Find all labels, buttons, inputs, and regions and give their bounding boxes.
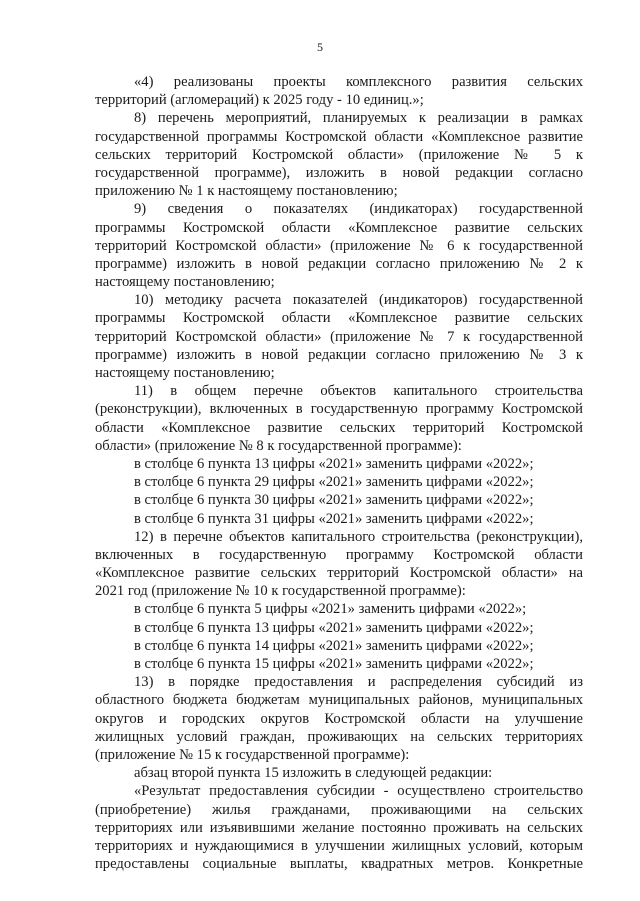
text-line: (приложение № 15 к государственной программе):	[95, 746, 410, 763]
text-line: в столбце 6 пункта 13 цифры «2021» заменить цифрами «2022»;	[134, 619, 534, 636]
page-number: 5	[317, 40, 323, 54]
text-line: в столбце 6 пункта 30 цифры «2021» заменить цифрами «2022»;	[134, 492, 534, 509]
document-body	[95, 73, 583, 873]
text-line: настоящему постановлению;	[95, 274, 275, 291]
text-line: включенных в государственную программу Костромской области	[95, 546, 583, 563]
text-line: территорий (агломераций) к 2025 году - 10 единиц.»;	[95, 92, 424, 109]
text-line: государственной программе), изложить в новой редакции согласно	[95, 164, 583, 181]
text-line: жилищных условий граждан, проживающих на сельских территориях	[95, 728, 583, 745]
text-line: в столбце 6 пункта 14 цифры «2021» заменить цифрами «2022»;	[134, 637, 534, 654]
text-line: приложению № 1 к настоящему постановлению;	[95, 183, 398, 200]
text-line: 2021 год (приложение № 10 к государственной программе):	[95, 583, 466, 600]
text-line: государственной программы Костромской области «Комплексное развитие	[95, 128, 583, 145]
text-line: программы Костромской области «Комплексное развитие сельских	[95, 219, 583, 236]
text-line: 8) перечень мероприятий, планируемых к реализации в рамках	[134, 110, 583, 127]
text-line: в столбце 6 пункта 15 цифры «2021» заменить цифрами «2022»;	[134, 656, 534, 672]
text-line: (приобретение) жилья гражданами, проживающими на сельских	[95, 801, 583, 818]
text-line: территорий Костромской области» (приложение № 6 к государственной	[95, 237, 583, 254]
text-line: «4) реализованы проекты комплексного развития сельских	[134, 74, 583, 90]
text-line: округов и городских округов Костромской области на улучшение	[95, 710, 583, 727]
text-line: области» (приложение № 8 к государственной программе):	[95, 437, 462, 454]
text-line: территориях или изъявившими желание постоянно проживать на сельских	[95, 819, 583, 836]
text-line: «Результат предоставления субсидии - осуществлено строительство	[134, 783, 583, 800]
text-line: 12) в перечне объектов капитального строительства (реконструкции),	[134, 528, 583, 545]
text-line: территориях и нуждающимися в улучшении жилищных условий, которым	[95, 837, 583, 854]
text-line: 10) методику расчета показателей (индикаторов) государственной	[134, 292, 583, 309]
text-line: настоящему постановлению;	[95, 365, 275, 381]
text-line: в столбце 6 пункта 29 цифры «2021» заменить цифрами «2022»;	[134, 474, 534, 491]
text-line: области «Комплексное развитие сельских территорий Костромской	[95, 419, 583, 436]
text-line: территорий Костромской области» (приложение № 7 к государственной	[95, 328, 583, 345]
text-line: в столбце 6 пункта 13 цифры «2021» заменить цифрами «2022»;	[134, 455, 534, 472]
text-line: программы Костромской области «Комплексное развитие сельских	[95, 310, 583, 327]
text-line: «Комплексное развитие сельских территорий Костромской области» на	[95, 565, 583, 582]
text-line: предоставлены социальные выплаты, квадратных метров. Конкретные	[95, 856, 583, 873]
text-line: абзац второй пункта 15 изложить в следующей редакции:	[134, 765, 493, 782]
text-line: областного бюджета бюджетам муниципальных районов, муниципальных	[95, 692, 583, 709]
text-line: 9) сведения о показателях (индикаторах) государственной	[134, 201, 583, 218]
text-line: программе) изложить в новой редакции согласно приложению № 3 к	[95, 346, 583, 363]
text-line: в столбце 6 пункта 31 цифры «2021» заменить цифрами «2022»;	[134, 510, 534, 527]
text-line: в столбце 6 пункта 5 цифры «2021» заменить цифрами «2022»;	[134, 601, 527, 618]
text-line: 11) в общем перечне объектов капитального строительства	[134, 383, 583, 400]
text-line: 13) в порядке предоставления и распределения субсидий из	[134, 674, 583, 691]
text-line: (реконструкции), включенных в государственную программу Костромской	[95, 401, 583, 418]
text-line: программе) изложить в новой редакции согласно приложению № 2 к	[95, 255, 583, 272]
text-line: сельских территорий Костромской области» (приложение № 5 к	[95, 146, 583, 163]
